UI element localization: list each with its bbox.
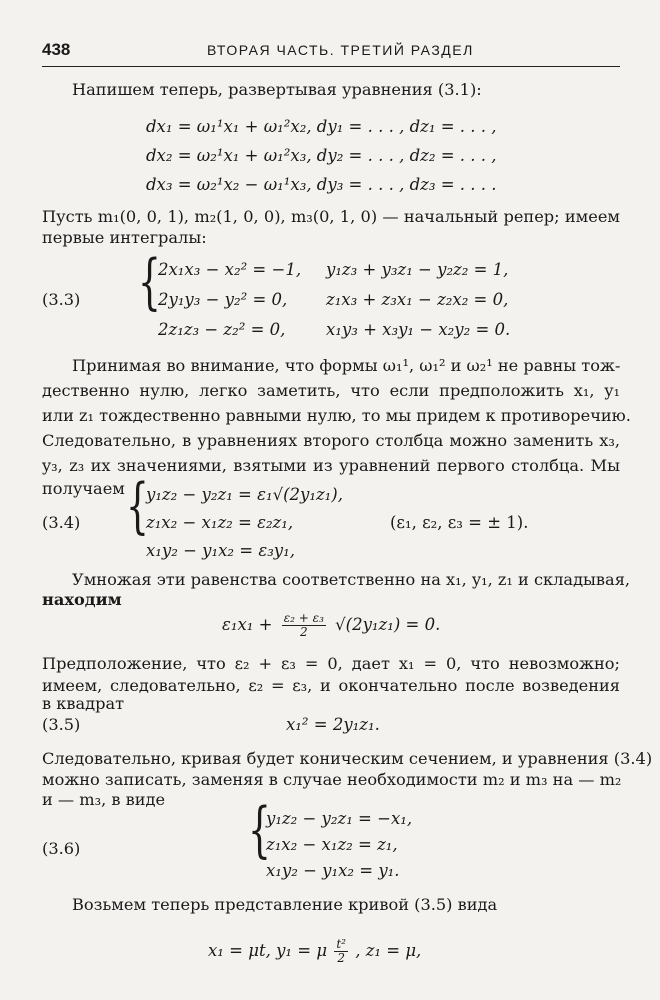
paragraph-3-line: дественно нулю, легко заметить, что если предположить x₁, y₁ [42,381,620,400]
header-rule [42,66,620,67]
equation-line: y₁z₂ − y₂z₁ = ε₁√(2y₁z₁), [146,485,343,504]
paragraph-3-line: или z₁ тождественно равными нулю, то мы придем к противоречию. [42,406,631,425]
equation-line: y₁z₃ + y₃z₁ − y₂z₂ = 1, [326,260,509,279]
paragraph-6-line: Следовательно, кривая будет коническим сечением, и уравнения (3.4) [42,749,653,768]
equation-line: x₁y₂ − y₁x₂ = y₁. [266,861,400,880]
paragraph-7: Возьмем теперь представление кривой (3.5) вида [72,895,498,914]
paragraph-5-line: в квадрат [42,694,125,713]
equation-line: dx₃ = ω₂¹x₂ − ω₁¹x₃, dy₃ = . . . , dz₃ = . . . . [146,175,497,194]
system-brace: { [248,795,271,865]
equation-condition: (ε₁, ε₂, ε₃ = ± 1). [390,513,529,532]
system-brace: { [126,471,149,541]
fraction-numerator: ε₂ + ε₃ [283,611,324,625]
paragraph-6-line: можно записать, заменяя в случае необходимости m₂ и m₃ на — m₂ [42,770,622,789]
equation-line: y₁z₂ − y₂z₁ = −x₁, [266,809,413,828]
paragraph-6-line: и — m₃, в виде [42,790,166,809]
paragraph-4-line: находим [42,590,122,609]
equation-35: x₁² = 2y₁z₁. [286,715,380,734]
equation-line: dx₂ = ω₂¹x₁ + ω₁²x₃, dy₂ = . . . , dz₂ = . . . , [146,146,497,165]
fraction-denominator: 2 [299,625,308,639]
equation-line: dx₁ = ω₁¹x₁ + ω₁²x₂, dy₁ = . . . , dz₁ = . . . , [146,117,497,136]
paragraph-3-line: получаем [42,479,125,498]
equation-number: (3.3) [42,290,81,309]
paragraph-5-line: Предположение, что ε₂ + ε₃ = 0, дает x₁ = 0, что невозможно; [42,654,620,673]
eq-sum-right: √(2y₁z₁) = 0. [335,615,441,634]
paragraph-4-line: Умножая эти равенства соответственно на x₁, y₁, z₁ и складывая, [72,570,631,589]
equation-curve-param [208,938,421,965]
eq-last-left: x₁ = μt, y₁ = μ [208,941,328,960]
equation-line: z₁x₂ − x₁z₂ = z₁, [266,835,398,854]
equation-line: z₁x₃ + z₃x₁ − z₂x₂ = 0, [326,290,509,309]
fraction-numerator: t² [336,937,346,951]
fraction [282,612,326,639]
equation-number: (3.4) [42,513,81,532]
eq-last-right: , z₁ = μ, [355,941,422,960]
paragraph-3-line: Следовательно, в уравнениях второго столбца можно заменить x₃, [42,431,620,450]
fraction-denominator: 2 [337,951,345,965]
page-number: 438 [42,40,71,59]
equation-line: 2x₁x₃ − x₂² = −1, [158,260,302,279]
fraction [334,938,348,965]
equation-line: 2z₁z₃ − z₂² = 0, [158,320,286,339]
equation-line: z₁x₂ − x₁z₂ = ε₂z₁, [146,513,294,532]
system-brace: { [138,247,161,317]
equation-line: x₁y₃ + x₃y₁ − x₂y₂ = 0. [326,320,511,339]
paragraph-1: Напишем теперь, развертывая уравнения (3.1): [72,80,482,99]
equation-line: 2y₁y₃ − y₂² = 0, [158,290,288,309]
equation-number: (3.5) [42,715,81,734]
paragraph-2-line: первые интегралы: [42,228,207,247]
equation-sum [222,612,440,639]
paragraph-5-line: имеем, следовательно, ε₂ = ε₃, и окончательно после возведения [42,676,620,695]
equation-line: x₁y₂ − y₁x₂ = ε₃y₁, [146,541,295,560]
eq-sum-left: ε₁x₁ + [222,615,273,634]
running-title: ВТОРАЯ ЧАСТЬ. ТРЕТИЙ РАЗДЕЛ [207,42,474,58]
equation-number: (3.6) [42,839,81,858]
paragraph-3-line: Принимая во внимание, что формы ω₁¹, ω₁² и ω₂¹ не равны тож- [72,356,621,375]
paragraph-3-line: y₃, z₃ их значениями, взятыми из уравнений первого столбца. Мы [42,456,620,475]
page-header [42,40,618,62]
paragraph-2-line: Пусть m₁(0, 0, 1), m₂(1, 0, 0), m₃(0, 1, 0) — начальный репер; имеем [42,207,620,226]
